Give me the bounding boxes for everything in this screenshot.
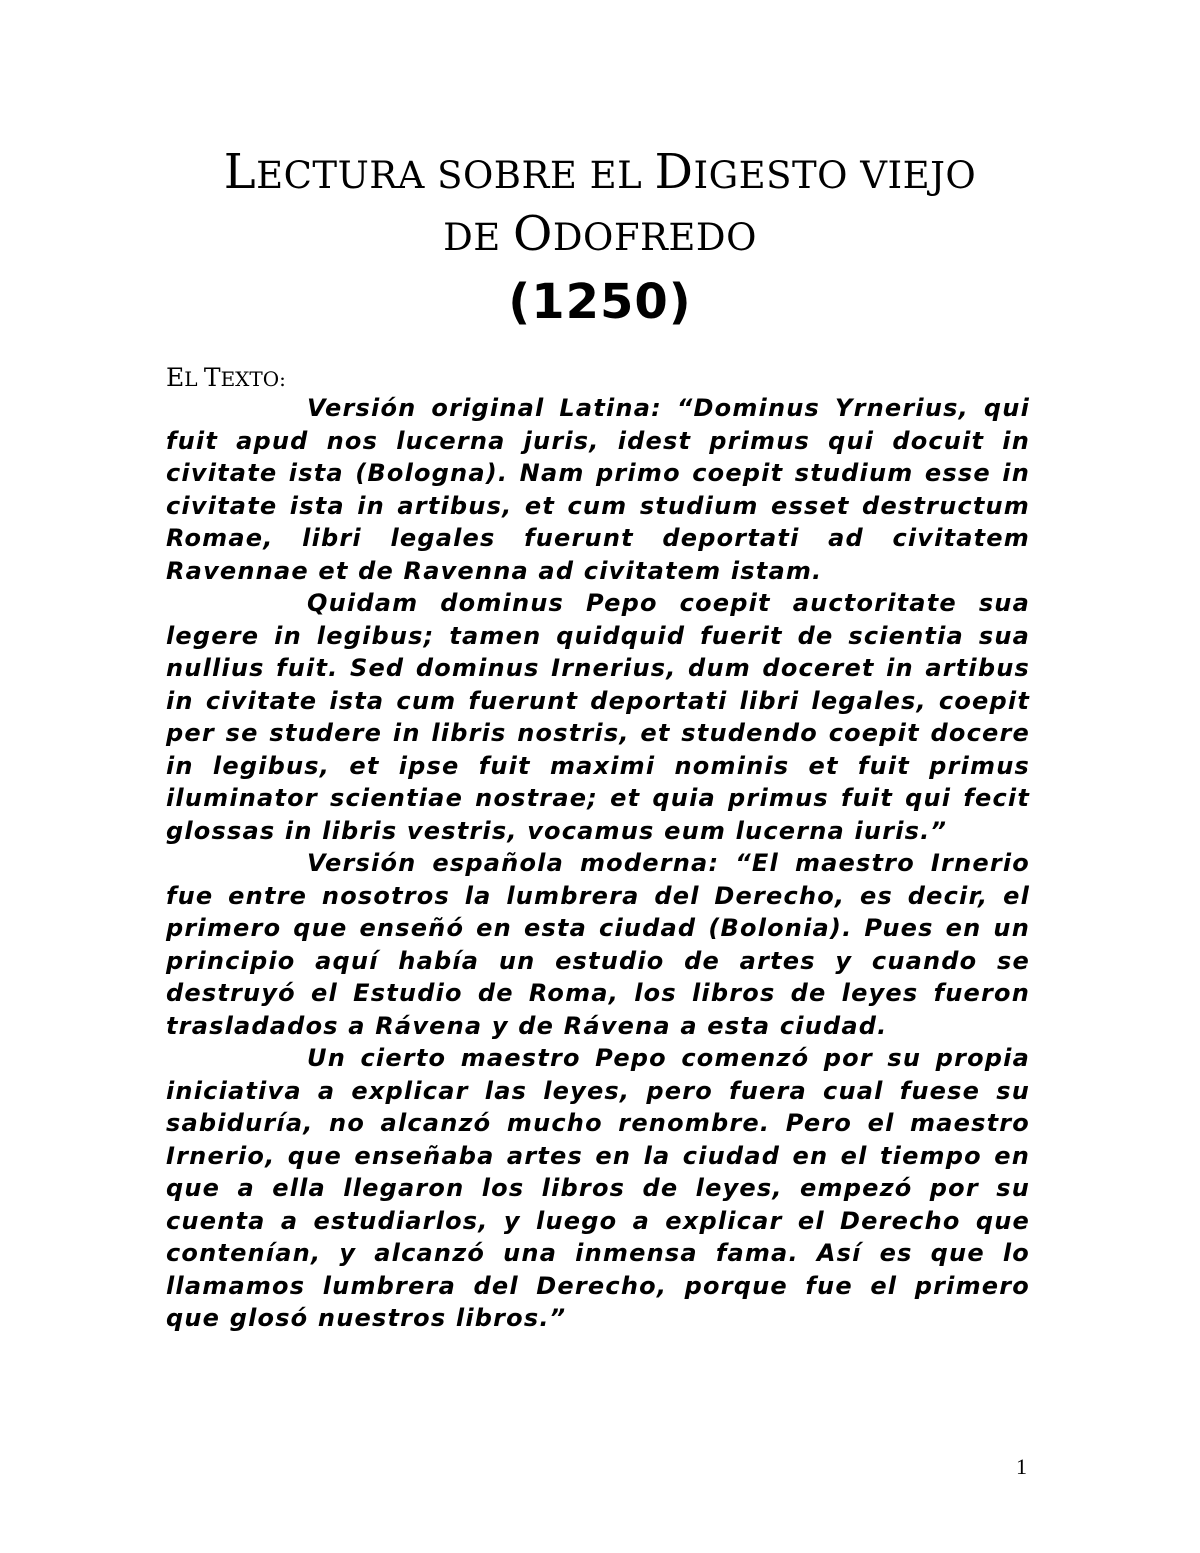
section-initial: E: [166, 363, 185, 392]
section-smallcaps: L: [184, 367, 204, 391]
title-initial: L: [223, 144, 257, 200]
title-year: (1250): [508, 274, 692, 330]
section-smallcaps: EXTO:: [220, 367, 286, 391]
body-text: [166, 392, 1030, 1335]
title-smallcaps: DOFREDO: [552, 216, 757, 259]
title-smallcaps: ECTURA SOBRE EL: [256, 154, 655, 197]
title-initial: D: [654, 144, 694, 200]
paragraph-latin-2: Quidam dominus Pepo coepit auctoritate sua legere in legibus; tamen quidquid fuerit de scientia sua nullius fuit. Sed dominus Irnerius, dum doceret in artibus in civitate ista cum fuerunt deportati libri legales, coepit per se studere in libris nostris, et studendo coepit docere in legibus, et ipse fuit maximi nominis et fuit primus iluminator scientiae nostrae; et quia primus fuit qui fecit glossas in libris vestris, vocamus eum lucerna iuris.”: [166, 589, 1030, 845]
section-initial: T: [203, 363, 221, 392]
title-line-2: [0, 205, 1200, 267]
title-line-1: [0, 143, 1200, 205]
title-smallcaps: IGESTO VIEJO: [693, 154, 977, 197]
document-title: [0, 143, 1200, 331]
paragraph-latin-1: Versión original Latina: “Dominus Yrnerius, qui fuit apud nos lucerna juris, idest primus qui docuit in civitate ista (Bologna). Nam primo coepit studium esse in civitate ista in artibus, et cum studium esset destructum Romae, libri legales fuerunt deportati ad civitatem Ravennae et de Ravenna ad civitatem istam.: [166, 394, 1030, 585]
page-number: 1: [1016, 1454, 1027, 1479]
paragraph-spanish-1: Versión española moderna: “El maestro Irnerio fue entre nosotros la lumbrera del Derecho, es decir, el primero que enseñó en esta ciudad (Bolonia). Pues en un principio aquí había un estudio de artes y cuando se destruyó el Estudio de Roma, los libros de leyes fueron trasladados a Rávena y de Rávena a esta ciudad.: [166, 849, 1030, 1040]
title-initial: O: [513, 206, 553, 262]
title-smallcaps: DE: [443, 216, 514, 259]
paragraph-spanish-2: Un cierto maestro Pepo comenzó por su propia iniciativa a explicar las leyes, pero fuera cual fuese su sabiduría, no alcanzó mucho renombre. Pero el maestro Irnerio, que enseñaba artes en la ciudad en el tiempo en que a ella llegaron los libros de leyes, empezó por su cuenta a estudiarlos, y luego a explicar el Derecho que contenían, y alcanzó una inmensa fama. Así es que lo llamamos lumbrera del Derecho, porque fue el primero que glosó nuestros libros.”: [166, 1044, 1030, 1332]
section-label: [166, 362, 286, 395]
